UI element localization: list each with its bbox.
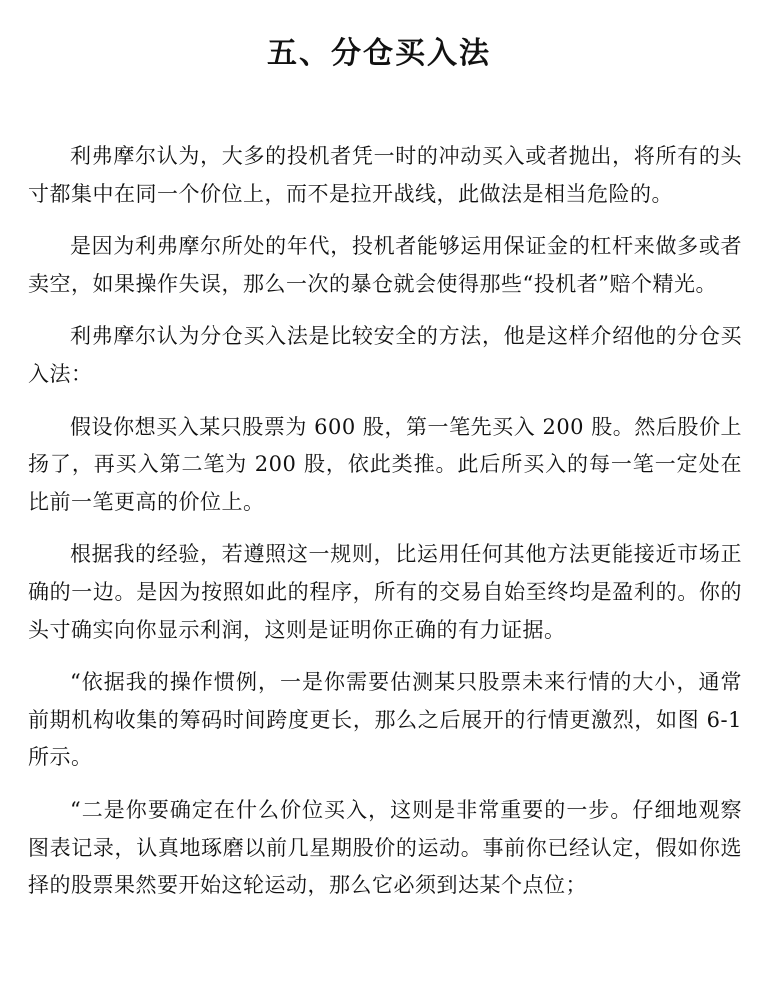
paragraph-7: “二是你要确定在什么价位买入，这则是非常重要的一步。仔细地观察图表记录，认真地琢磨以前几星期股价的运动。事前你已经认定，假如你选择的股票果然要开始这轮运动，那么它必须到达某个点位； bbox=[28, 797, 742, 898]
paragraph-6: “依据我的操作惯例，一是你需要估测某只股票未来行情的大小，通常前期机构收集的筹码时间跨度更长，那么之后展开的行情更激烈，如图 6-1 所示。 bbox=[28, 670, 742, 770]
paragraph-5: 根据我的经验，若遵照这一规则，比运用任何其他方法更能接近市场正确的一边。是因为按照如此的程序，所有的交易自始至终均是盈利的。你的头寸确实向你显示利润，这则是证明你正确的有力证据。 bbox=[28, 542, 742, 642]
section-title: 五、分仓买入法 bbox=[267, 36, 491, 72]
paragraph-2: 是因为利弗摩尔所处的年代，投机者能够运用保证金的杠杆来做多或者卖空，如果操作失误，那么一次的暴仓就会使得那些“投机者”赔个精光。 bbox=[28, 234, 742, 296]
body-text bbox=[28, 138, 742, 920]
paragraph-3: 利弗摩尔认为分仓买入法是比较安全的方法，他是这样介绍他的分仓买入法： bbox=[28, 324, 742, 386]
paragraph-4: 假设你想买入某只股票为 600 股，第一笔先买入 200 股。然后股价上扬了，再买入第二笔为 200 股，依此类推。此后所买入的每一笔一定处在比前一笔更高的价位上。 bbox=[28, 414, 742, 514]
paragraph-1: 利弗摩尔认为，大多的投机者凭一时的冲动买入或者抛出，将所有的头寸都集中在同一个价位上，而不是拉开战线，此做法是相当危险的。 bbox=[28, 144, 742, 206]
